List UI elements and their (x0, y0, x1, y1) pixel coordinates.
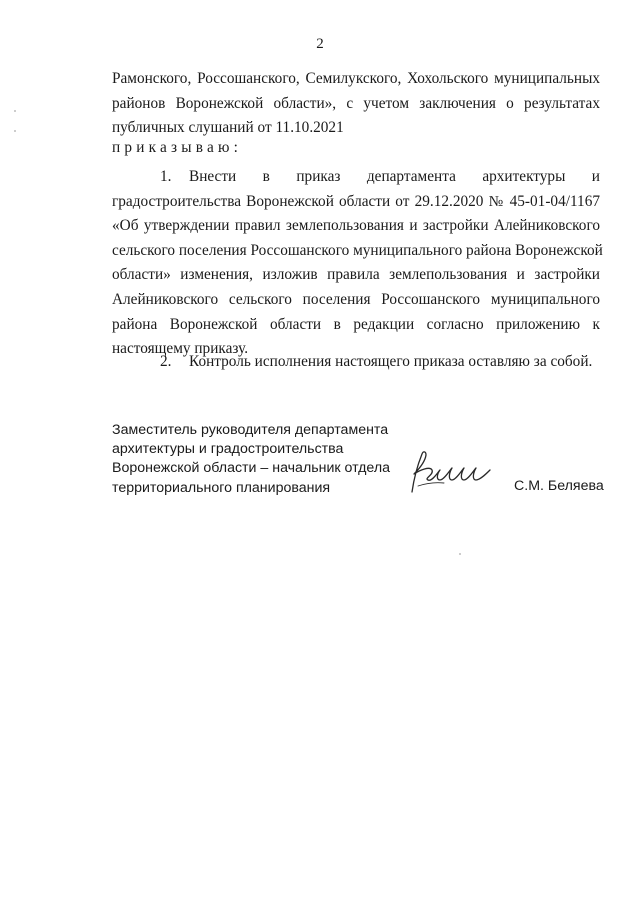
page-number: 2 (316, 36, 324, 52)
item-1-line: Алейниковского сельского поселения Россошанского муниципального (112, 290, 600, 308)
item-1-line: «Об утверждении правил землепользования и застройки Алейниковского (112, 217, 600, 235)
signatory-name: С.М. Беляева (514, 478, 604, 494)
signatory-position (112, 421, 412, 498)
item-1-line: градостроительства Воронежской области от 29.12.2020 № 45-01-04/1167 (112, 192, 600, 210)
signatory-position-line: архитектуры и градостроительства (112, 441, 344, 458)
signatory-position-line: Воронежской области – начальник отдела (112, 460, 390, 477)
item-1-line: района Воронежской области в редакции согласно приложению к (112, 315, 600, 333)
item-1-number: 1. (160, 168, 172, 185)
item-1-line: области» изменения, изложив правила землепользования и застройки (112, 266, 600, 284)
item-1-line: сельского поселения Россошанского муниципального района Воронежской (112, 241, 603, 259)
signatory-position-line: Заместитель руководителя департамента (112, 422, 389, 438)
scan-speck (459, 553, 461, 555)
intro-line: Рамонского, Россошанского, Семилукского, Хохольского муниципальных (112, 70, 600, 87)
intro-line: районов Воронежской области», с учетом заключения о результатах (112, 94, 600, 112)
handwritten-signature (404, 448, 504, 496)
signatory-position-line: территориального планирования (112, 479, 331, 496)
item-2-text: Контроль исполнения настоящего приказа оставляю за собой. (189, 353, 593, 370)
item-2-number: 2. (160, 353, 172, 370)
intro-paragraph (112, 67, 600, 141)
item-1-line: настоящему приказу. (112, 340, 249, 358)
item-1-line: Внести в приказ департамента архитектуры и (189, 168, 600, 185)
scan-speck (14, 110, 16, 112)
scan-speck (14, 130, 16, 132)
order-word: приказываю: (112, 139, 243, 156)
item-1-paragraph (112, 165, 603, 362)
intro-line: публичных слушаний от 11.10.2021 (112, 119, 344, 137)
